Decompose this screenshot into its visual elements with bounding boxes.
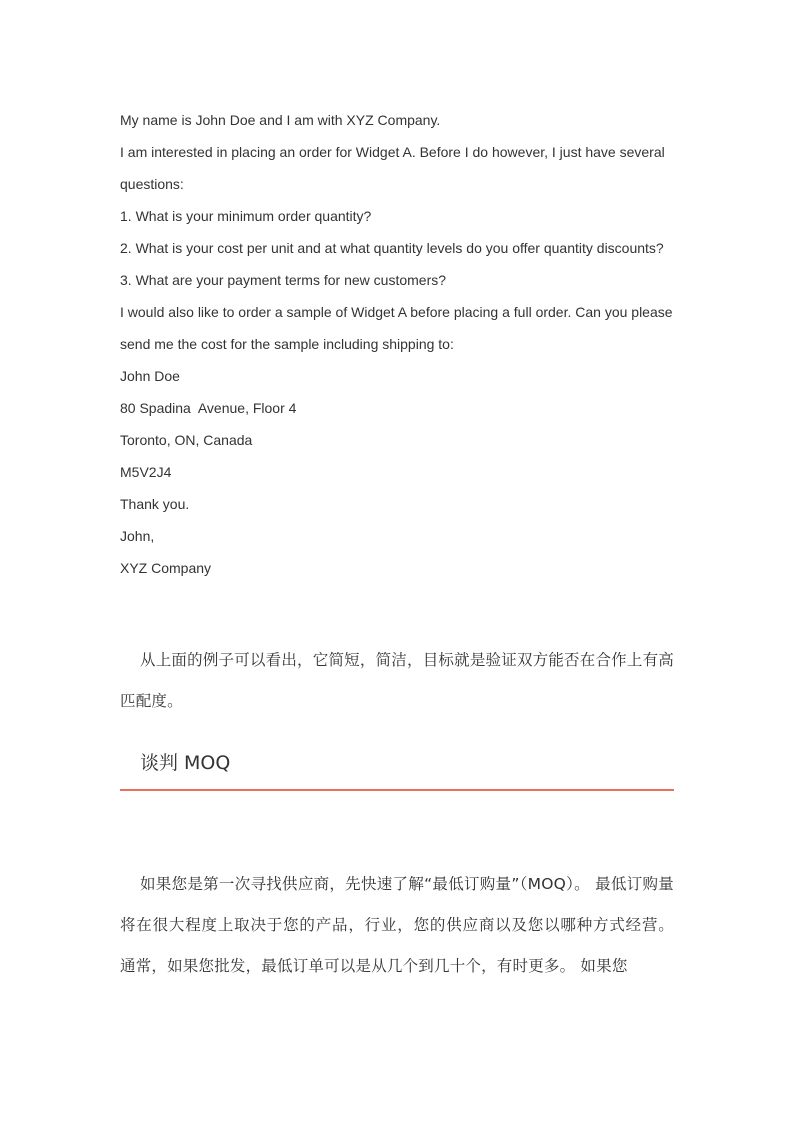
email-line: send me the cost for the sample including shipping to: — [120, 336, 454, 352]
section-heading-text: 谈判 MOQ — [140, 752, 231, 774]
email-line: My name is John Doe and I am with XYZ Company. — [120, 112, 441, 128]
email-line: I would also like to order a sample of Widget A before placing a full order. Can you please — [120, 304, 673, 320]
section-heading — [120, 744, 674, 791]
email-line: 80 Spadina Avenue, Floor 4 — [120, 400, 297, 416]
email-line: XYZ Company — [120, 560, 212, 576]
sample-email — [120, 104, 674, 584]
email-line: 3. What are your payment terms for new customers? — [120, 272, 447, 288]
email-line: questions: — [120, 176, 184, 192]
email-line: M5V2J4 — [120, 464, 172, 480]
email-line: I am interested in placing an order for Widget A. Before I do however, I just have several — [120, 144, 665, 160]
email-line: 1. What is your minimum order quantity? — [120, 208, 372, 224]
moq-paragraph: 如果您是第一次寻找供应商，先快速了解“最低订购量”（MOQ）。 最低订购量将在很大程度上取决于您的产品，行业，您的供应商以及您以哪种方式经营。 通常，如果您批发，最低订单可以是从几个到几十个，有时更多。 如果您 — [120, 875, 674, 975]
email-line: John Doe — [120, 368, 180, 384]
summary-paragraph: 从上面的例子可以看出，它简短，简洁，目标就是验证双方能否在合作上有高匹配度。 — [120, 651, 674, 710]
email-line: Toronto, ON, Canada — [120, 432, 253, 448]
email-line: 2. What is your cost per unit and at what quantity levels do you offer quantity discounts? — [120, 240, 664, 256]
email-line: Thank you. — [120, 496, 190, 512]
email-line: John, — [120, 528, 155, 544]
